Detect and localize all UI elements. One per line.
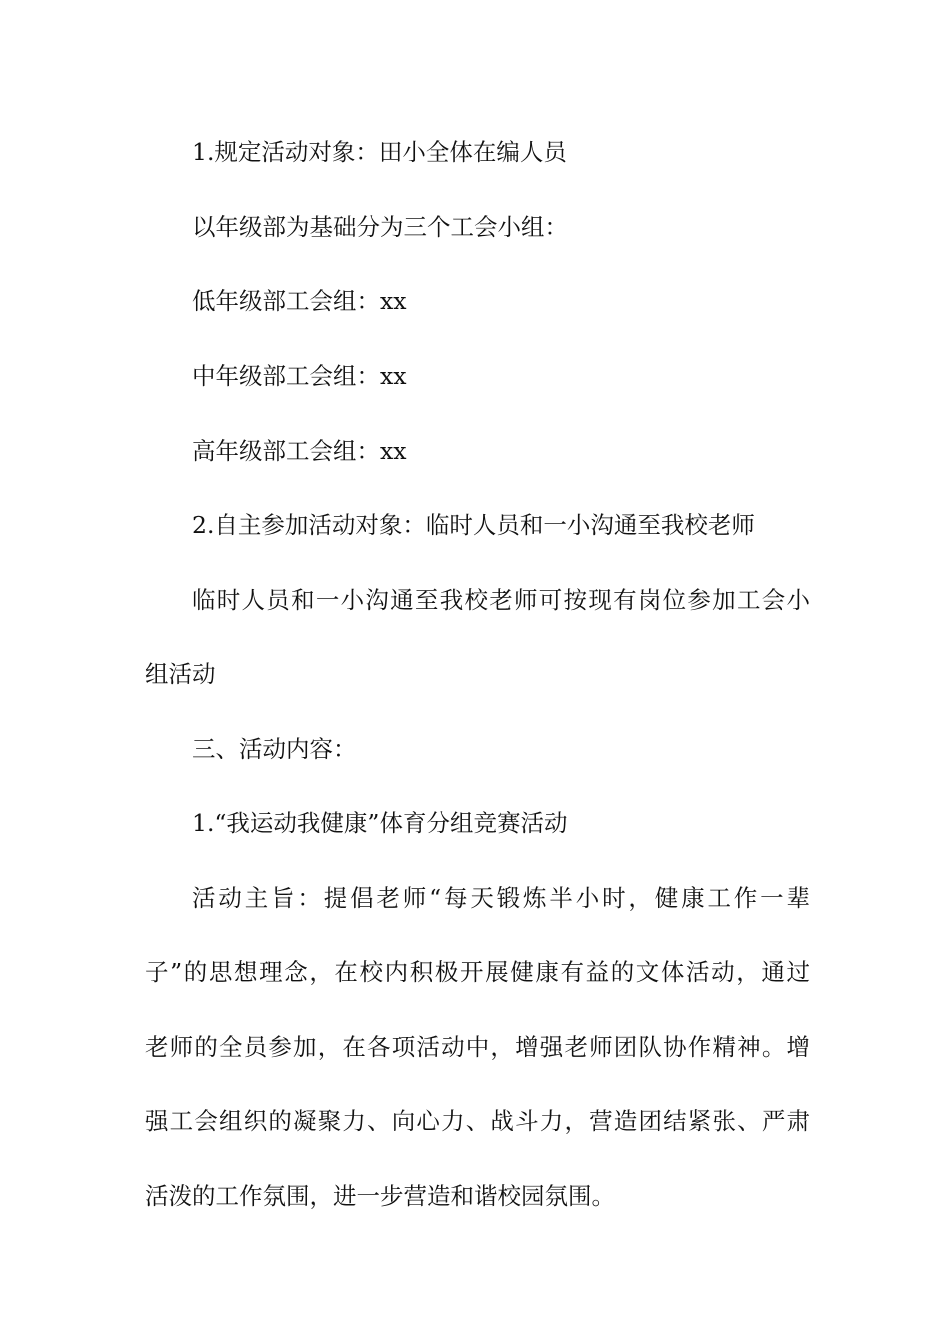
paragraph-line: 以年级部为基础分为三个工会小组： (192, 213, 568, 241)
section-heading: 三、活动内容： (192, 735, 357, 763)
paragraph-line: 高年级部工会组：xx (192, 437, 407, 465)
subsection-heading: 1.“我运动我健康”体育分组竞赛活动 (192, 809, 568, 837)
paragraph-line: 子”的思想理念，在校内积极开展健康有益的文体活动，通过 (145, 958, 810, 986)
paragraph-line: 中年级部工会组：xx (192, 362, 407, 390)
paragraph-line: 老师的全员参加，在各项活动中，增强老师团队协作精神。增 (145, 1033, 810, 1061)
paragraph-line: 2.自主参加活动对象：临时人员和一小沟通至我校老师 (192, 511, 755, 539)
paragraph-line: 临时人员和一小沟通至我校老师可按现有岗位参加工会小 (192, 586, 810, 614)
paragraph-line: 1.规定活动对象：田小全体在编人员 (192, 138, 567, 166)
paragraph-line: 强工会组织的凝聚力、向心力、战斗力，营造团结紧张、严肃 (145, 1107, 810, 1135)
paragraph-line: 活泼的工作氛围，进一步营造和谐校园氛围。 (145, 1182, 615, 1210)
paragraph-line: 组活动 (145, 660, 216, 688)
paragraph-line: 低年级部工会组：xx (192, 287, 407, 315)
paragraph-line: 活动主旨：提倡老师“每天锻炼半小时，健康工作一辈 (192, 884, 810, 912)
